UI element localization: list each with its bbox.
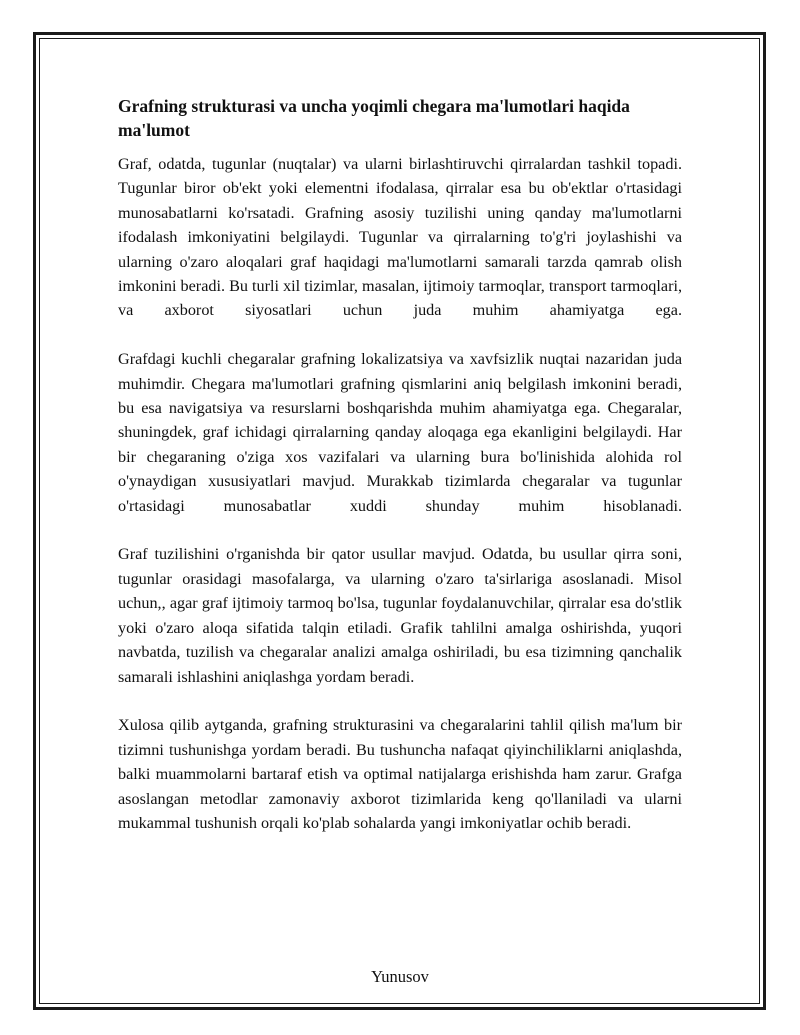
document-title: Grafning strukturasi va uncha yoqimli chegara ma'lumotlari haqida ma'lumot — [118, 96, 630, 140]
author-name: Yunusov — [371, 967, 429, 986]
paragraph-3: Graf tuzilishini o'rganishda bir qator usullar mavjud. Odatda, bu usullar qirra soni, tugunlar orasidagi masofalarga, va ularning o'zaro ta'sirlariga asoslanadi. Misol uchun,, agar graf ijtimoiy tarmoq bo'lsa, tugunlar foydalanuvchilar, qirralar esa do'stlik yoki o'zaro aloqa sifatida talqin etiladi. Grafik tahlilni amalga oshirishda, yuqori navbatda, tuzilish va chegaralar analizi amalga oshiriladi, bu esa tizimning qanchalik samarali ishlashini aniqlashga yordam beradi. — [118, 545, 682, 686]
paragraph-1: Graf, odatda, tugunlar (nuqtalar) va ularni birlashtiruvchi qirralardan tashkil topadi. Tugunlar biror ob'ekt yoki elementni ifodalasa, qirralar esa bu ob'ektlar o'rtasidagi munosabatlarni ko'rsatadi. Grafning asosiy tuzilishi uning qanday ma'lumotlarni ifodalash imkoniyatini belgilaydi. Tugunlar va qirralarning to'g'ri joylashishi va ularning o'zaro aloqalari graf haqidagi ma'lumotlarni samarali tarzda qamrab olish imkonini beradi. Bu turli xil tizimlar, masalan, ijtimoiy tarmoqlar, transport tarmoqlari, va axborot siyosatlari uchun juda muhim ahamiyatga ega. — [118, 155, 682, 320]
paragraph-spacer — [118, 323, 682, 347]
paragraph-2: Grafdagi kuchli chegaralar grafning lokalizatsiya va xavfsizlik nuqtai nazaridan juda muhimdir. Chegara ma'lumotlari grafning qismlarini aniq belgilash imkonini beradi, bu esa navigatsiya va resurslarni boshqarishda muhim ahamiyatga ega. Chegaralar, shuningdek, graf ichidagi qirralarning qanday aloqaga ega ekanligini belgilaydi. Har bir chegaraning o'ziga xos vazifalari va ularning bura bo'linishida alohida rol o'ynaydigan xususiyatlari mavjud. Murakkab tizimlarda chegaralar va tugunlar o'rtasidagi munosabatlar xuddi shunday muhim hisoblanadi. — [118, 350, 682, 515]
paragraph-spacer — [118, 518, 682, 542]
document-body — [118, 94, 682, 835]
paragraph-4: Xulosa qilib aytganda, grafning strukturasini va chegaralarini tahlil qilish ma'lum bir tizimni tushunishga yordam beradi. Bu tushuncha nafaqat qiyinchiliklarni aniqlashda, balki muammolarni bartaraf etish va optimal natijalarga erishishda ham zarur. Grafga asoslangan metodlar zamonaviy axborot tizimlarida keng qo'llaniladi va ularni mukammal tushunish orqali ko'plab sohalarda yangi imkoniyatlar ochib beradi. — [118, 716, 682, 832]
paragraph-spacer — [118, 689, 682, 713]
